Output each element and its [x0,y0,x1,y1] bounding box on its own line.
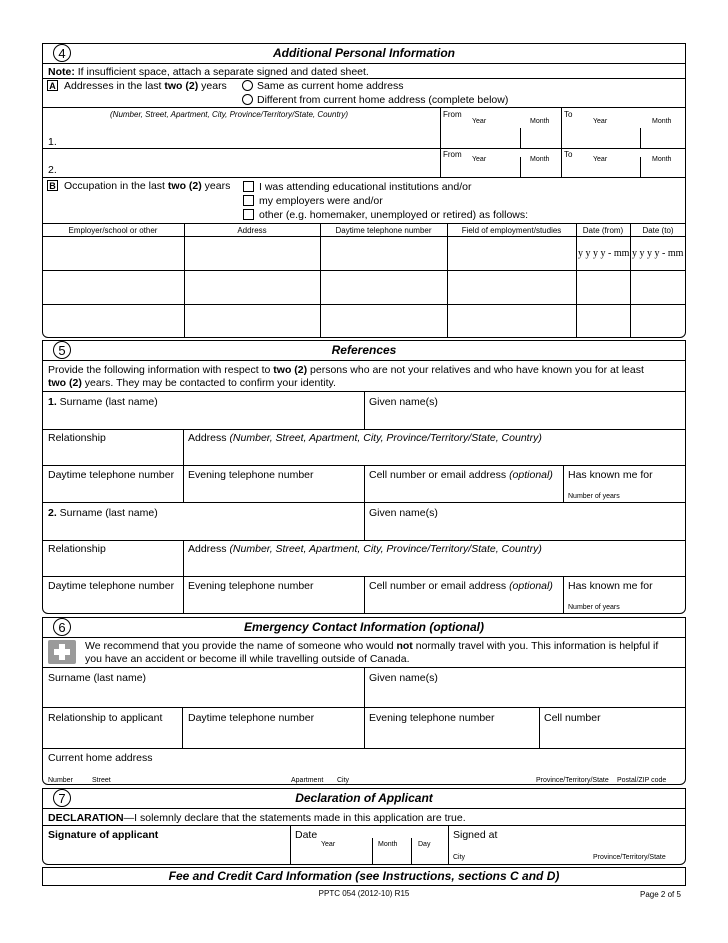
ref2-cell-label: Cell number or email address (optional) [369,580,553,592]
ref1-known-label: Has known me for [568,469,653,481]
ref2-relationship-label: Relationship [48,543,106,555]
to-year-1: Year [593,118,608,125]
ref1-evening-label: Evening telephone number [188,469,314,481]
ref2-surname-label: 2. Surname (last name) [48,507,158,519]
col-employer: Employer/school or other [68,226,158,235]
sub-apartment: Apartment [291,777,324,784]
from-label-2: From [443,150,462,159]
ref2-evening-label: Evening telephone number [188,580,314,592]
ref1-address-label: Address (Number, Street, Apartment, City, Province/Territory/State, Country) [188,432,542,444]
checkbox-other[interactable] [243,209,254,220]
sub-street: Street [92,777,111,784]
radio-same-address[interactable] [242,80,253,91]
col-daytime: Daytime telephone number [335,226,432,235]
date-from-format: y y y y - mm [578,248,630,259]
ref1-cell-label: Cell number or email address (optional) [369,469,553,481]
ref1-relationship-label: Relationship [48,432,106,444]
medical-cross-icon [48,640,76,664]
checkbox-other-label: other (e.g. homemaker, unemployed or retired) as follows: [259,209,529,221]
checkbox-education-label: I was attending educational institutions and/or [259,181,472,193]
to-month-1: Month [652,118,672,125]
emergency-cell-label: Cell number [544,712,601,724]
fee-title: Fee and Credit Card Information (see Instructions, sections C and D) [168,869,560,883]
section-4-number: 4 [53,44,71,62]
to-month-2: Month [652,156,672,163]
sub-postal: Postal/ZIP code [617,777,667,784]
references-intro-1: Provide the following information with respect to two (2) persons who are not your relatives and who have known you for at least [48,364,644,376]
from-month-2: Month [530,156,550,163]
page-number: Page 2 of 5 [640,890,681,899]
declaration-text: DECLARATION—I solemnly declare that the statements made in this application are true. [48,812,466,824]
address-row-1-number: 1. [48,136,57,148]
signed-prov: Province/Territory/State [593,854,666,861]
emergency-intro-1: We recommend that you provide the name of someone who would not normally travel with you. This information is helpful if [85,640,659,652]
sub-city: City [337,777,350,784]
date-year: Year [321,841,336,848]
ref2-given-label: Given name(s) [369,507,438,519]
section-4-title: Additional Personal Information [272,46,455,60]
emergency-home-label: Current home address [48,752,153,764]
occupation-label: Occupation in the last two (2) years [64,180,231,192]
radio-different-address-label: Different from current home address (complete below) [257,94,509,106]
references-intro-2: two (2) years. They may be contacted to confirm your identity. [48,377,336,389]
emergency-evening-label: Evening telephone number [369,712,495,724]
emergency-daytime-label: Daytime telephone number [188,712,315,724]
ref2-known-label: Has known me for [568,580,653,592]
date-day: Day [418,841,431,848]
label-b-box: B [47,180,58,191]
col-address: Address [237,226,267,235]
sub-prov: Province/Territory/State [536,777,609,784]
signed-city: City [453,854,466,861]
checkbox-employers-label: my employers were and/or [259,195,383,207]
section-6-number: 6 [53,618,71,636]
section-6-title: Emergency Contact Information (optional) [243,620,484,634]
col-field: Field of employment/studies [461,226,562,235]
from-month-1: Month [530,118,550,125]
section-7-number: 7 [53,789,71,807]
signed-at-label: Signed at [453,829,498,841]
emergency-intro-2: you have an accident or become ill while travelling outside of Canada. [85,653,410,665]
checkbox-education[interactable] [243,181,254,192]
to-label-2: To [564,150,573,159]
to-label-1: To [564,110,573,119]
ref2-num-years: Number of years [568,604,620,611]
from-year-2: Year [472,156,487,163]
emergency-surname-label: Surname (last name) [48,672,147,684]
section-7-title: Declaration of Applicant [295,791,433,805]
ref2-daytime-label: Daytime telephone number [48,580,175,592]
radio-different-address[interactable] [242,94,253,105]
note: Note: If insufficient space, attach a separate signed and dated sheet. [48,66,369,78]
ref1-given-label: Given name(s) [369,396,438,408]
from-label-1: From [443,110,462,119]
radio-same-address-label: Same as current home address [257,80,404,92]
to-year-2: Year [593,156,608,163]
date-month: Month [378,841,398,848]
address-hint: (Number, Street, Apartment, City, Province/Territory/State, Country) [110,110,349,119]
date-to-format: y y y y - mm [632,248,684,259]
emergency-relationship-label: Relationship to applicant [48,712,163,724]
checkbox-employers[interactable] [243,195,254,206]
section-5-number: 5 [53,341,71,359]
form-id: PPTC 054 (2012-10) R15 [318,889,410,898]
address-row-2-number: 2. [48,164,57,176]
emergency-given-label: Given name(s) [369,672,438,684]
ref1-num-years: Number of years [568,493,620,500]
col-date-from: Date (from) [582,226,624,235]
label-a-box: A [47,80,58,91]
section-5-title: References [331,343,397,357]
signature-label: Signature of applicant [48,829,159,841]
sub-number: Number [48,777,73,784]
address-row-1-input[interactable] [60,118,438,146]
from-year-1: Year [472,118,487,125]
addresses-label: Addresses in the last two (2) years [64,80,227,92]
address-row-2-input[interactable] [60,150,438,176]
col-date-to: Date (to) [642,226,674,235]
ref1-daytime-label: Daytime telephone number [48,469,175,481]
date-label: Date [295,829,318,841]
ref1-surname-label: 1. Surname (last name) [48,396,158,408]
ref2-address-label: Address (Number, Street, Apartment, City, Province/Territory/State, Country) [188,543,542,555]
